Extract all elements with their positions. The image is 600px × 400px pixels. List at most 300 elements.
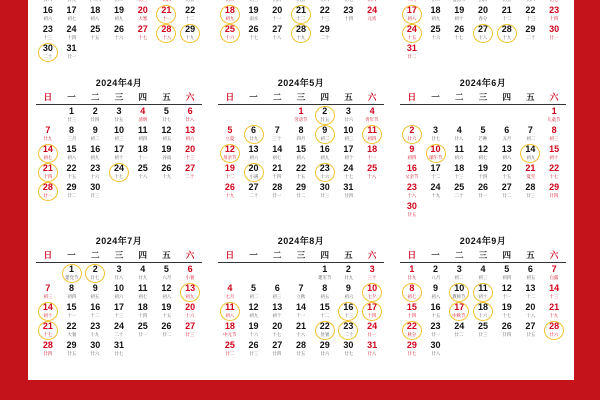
day-cell[interactable] xyxy=(400,182,424,201)
day-cell[interactable] xyxy=(107,321,131,340)
day-cell[interactable] xyxy=(313,24,337,43)
day-cell[interactable] xyxy=(107,106,131,125)
lunar-label: 廿五 xyxy=(114,116,124,122)
day-cell[interactable] xyxy=(83,106,107,125)
day-cell[interactable] xyxy=(400,24,424,43)
day-cell[interactable] xyxy=(60,144,84,163)
day-cell[interactable] xyxy=(60,106,84,125)
day-cell[interactable] xyxy=(313,340,337,359)
lunar-label: 初九 xyxy=(526,154,535,160)
day-cell[interactable] xyxy=(242,340,266,359)
day-cell[interactable] xyxy=(471,125,495,144)
day-cell[interactable] xyxy=(289,182,313,201)
day-number: 5 xyxy=(480,125,486,135)
day-number: 20 xyxy=(185,144,196,154)
day-number: 19 xyxy=(161,144,172,154)
day-cell[interactable] xyxy=(131,302,155,321)
day-cell[interactable] xyxy=(60,163,84,182)
lunar-label: 廿二 xyxy=(296,192,306,198)
day-cell[interactable] xyxy=(83,340,107,359)
day-cell[interactable] xyxy=(242,321,266,340)
day-cell[interactable] xyxy=(337,5,361,24)
lunar-label: 十七 xyxy=(502,312,512,318)
day-cell[interactable] xyxy=(83,182,107,201)
day-cell[interactable] xyxy=(360,5,384,24)
day-cell[interactable] xyxy=(218,182,242,201)
day-number: 8 xyxy=(69,283,75,293)
day-cell[interactable] xyxy=(265,302,289,321)
day-cell[interactable] xyxy=(178,264,202,283)
day-cell[interactable] xyxy=(337,340,361,359)
day-cell[interactable] xyxy=(542,163,566,182)
day-number: 16 xyxy=(406,163,417,173)
lunar-label: 初八 xyxy=(407,15,417,21)
day-number: 7 xyxy=(45,125,51,135)
lunar-label: 中元节 xyxy=(223,331,237,337)
day-cell[interactable] xyxy=(519,163,543,182)
day-cell[interactable] xyxy=(495,125,519,144)
day-cell[interactable] xyxy=(400,5,424,24)
lunar-label: 十六 xyxy=(185,312,195,318)
day-cell[interactable] xyxy=(400,302,424,321)
day-cell[interactable] xyxy=(447,182,471,201)
day-cell[interactable] xyxy=(107,125,131,144)
day-number: 23 xyxy=(343,321,354,331)
day-cell[interactable] xyxy=(60,302,84,321)
day-number: 6 xyxy=(274,283,280,293)
day-cell[interactable] xyxy=(265,283,289,302)
day-cell[interactable] xyxy=(242,163,266,182)
day-cell[interactable] xyxy=(155,24,179,43)
day-cell[interactable] xyxy=(60,43,84,62)
day-cell[interactable] xyxy=(265,182,289,201)
day-cell[interactable] xyxy=(542,283,566,302)
day-cell[interactable] xyxy=(36,321,60,340)
lunar-label: 初四 xyxy=(67,293,76,299)
day-cell[interactable] xyxy=(289,302,313,321)
day-cell[interactable] xyxy=(83,163,107,182)
day-cell[interactable] xyxy=(542,264,566,283)
day-cell[interactable] xyxy=(471,182,495,201)
day-cell[interactable] xyxy=(400,163,424,182)
day-cell[interactable] xyxy=(83,302,107,321)
day-cell[interactable] xyxy=(131,163,155,182)
day-cell[interactable] xyxy=(313,106,337,125)
lunar-label: 初七 xyxy=(43,154,53,160)
day-cell[interactable] xyxy=(424,24,448,43)
day-cell[interactable] xyxy=(519,283,543,302)
day-cell[interactable] xyxy=(471,5,495,24)
day-cell[interactable] xyxy=(178,106,202,125)
day-cell[interactable] xyxy=(424,144,448,163)
day-cell[interactable] xyxy=(83,321,107,340)
day-number: 29 xyxy=(295,182,306,192)
day-number: 25 xyxy=(367,163,378,173)
day-cell[interactable] xyxy=(289,163,313,182)
day-cell[interactable] xyxy=(155,283,179,302)
day-cell[interactable] xyxy=(60,283,84,302)
day-cell[interactable] xyxy=(447,321,471,340)
day-cell[interactable] xyxy=(289,144,313,163)
day-cell[interactable] xyxy=(313,264,337,283)
day-cell[interactable] xyxy=(60,321,84,340)
day-cell[interactable] xyxy=(265,163,289,182)
weekday-header: 五 xyxy=(526,92,535,102)
lunar-label: 初十 xyxy=(478,293,488,299)
day-cell[interactable] xyxy=(471,283,495,302)
day-cell[interactable] xyxy=(447,5,471,24)
day-number: 5 xyxy=(251,283,257,293)
day-cell[interactable] xyxy=(313,182,337,201)
day-number: 2 xyxy=(345,264,351,274)
lunar-label: 廿七 xyxy=(431,135,440,141)
day-number: 23 xyxy=(430,321,441,331)
day-cell[interactable] xyxy=(495,24,519,43)
lunar-label: 三十 xyxy=(367,274,377,280)
day-number: 26 xyxy=(161,163,172,173)
day-cell[interactable] xyxy=(519,182,543,201)
day-cell[interactable] xyxy=(424,182,448,201)
day-cell[interactable] xyxy=(242,283,266,302)
day-cell[interactable] xyxy=(400,264,424,283)
day-cell[interactable] xyxy=(265,340,289,359)
month-block xyxy=(392,230,574,388)
day-cell[interactable] xyxy=(542,5,566,24)
day-cell[interactable] xyxy=(495,321,519,340)
day-cell[interactable] xyxy=(107,24,131,43)
day-number: 17 xyxy=(343,144,354,154)
day-number: 17 xyxy=(454,302,465,312)
lunar-label: 十二 xyxy=(185,15,195,21)
day-cell[interactable] xyxy=(400,125,424,144)
day-cell[interactable] xyxy=(447,264,471,283)
day-cell[interactable] xyxy=(242,125,266,144)
day-cell[interactable] xyxy=(83,283,107,302)
day-cell[interactable] xyxy=(289,340,313,359)
day-cell[interactable] xyxy=(83,24,107,43)
day-cell[interactable] xyxy=(218,283,242,302)
lunar-label: 十八 xyxy=(526,312,535,318)
day-cell[interactable] xyxy=(289,24,313,43)
day-cell[interactable] xyxy=(107,5,131,24)
day-cell[interactable] xyxy=(218,321,242,340)
day-cell[interactable] xyxy=(360,340,384,359)
day-cell[interactable] xyxy=(495,163,519,182)
day-cell[interactable] xyxy=(313,283,337,302)
day-cell[interactable] xyxy=(178,125,202,144)
day-cell[interactable] xyxy=(242,182,266,201)
day-cell[interactable] xyxy=(155,144,179,163)
day-cell[interactable] xyxy=(131,24,155,43)
day-cell[interactable] xyxy=(242,5,266,24)
day-cell[interactable] xyxy=(289,106,313,125)
day-cell[interactable] xyxy=(495,5,519,24)
day-cell[interactable] xyxy=(495,302,519,321)
lunar-label: 初七 xyxy=(67,15,76,21)
day-cell[interactable] xyxy=(265,321,289,340)
day-cell[interactable] xyxy=(360,144,384,163)
day-cell[interactable] xyxy=(471,321,495,340)
day-cell[interactable] xyxy=(155,125,179,144)
day-number: 13 xyxy=(185,125,196,135)
day-cell[interactable] xyxy=(424,5,448,24)
day-cell[interactable] xyxy=(360,321,384,340)
weekday-header: 日 xyxy=(407,92,417,102)
day-cell[interactable] xyxy=(360,106,384,125)
day-cell[interactable] xyxy=(242,144,266,163)
day-cell[interactable] xyxy=(424,321,448,340)
weekday-header: 一 xyxy=(249,250,258,260)
day-cell[interactable] xyxy=(60,125,84,144)
day-number: 21 xyxy=(549,302,560,312)
day-number: 3 xyxy=(345,106,351,116)
day-cell[interactable] xyxy=(36,43,60,62)
day-cell[interactable] xyxy=(83,264,107,283)
day-cell[interactable] xyxy=(83,5,107,24)
day-cell[interactable] xyxy=(542,125,566,144)
day-cell[interactable] xyxy=(36,182,60,201)
day-number: 13 xyxy=(248,144,259,154)
lunar-label: 初三 xyxy=(114,135,124,141)
day-cell[interactable] xyxy=(107,283,131,302)
lunar-label: 初九 xyxy=(320,154,330,160)
day-cell[interactable] xyxy=(519,24,543,43)
day-cell[interactable] xyxy=(495,283,519,302)
day-cell[interactable] xyxy=(424,125,448,144)
day-cell[interactable] xyxy=(360,302,384,321)
day-cell[interactable] xyxy=(131,283,155,302)
day-cell[interactable] xyxy=(337,163,361,182)
day-cell[interactable] xyxy=(447,163,471,182)
day-cell[interactable] xyxy=(495,182,519,201)
lunar-label: 十二 xyxy=(320,312,330,318)
day-cell[interactable] xyxy=(400,321,424,340)
day-cell[interactable] xyxy=(265,24,289,43)
weekday-header: 五 xyxy=(344,92,353,102)
day-number: 19 xyxy=(113,5,124,15)
day-cell[interactable] xyxy=(400,43,424,62)
day-cell[interactable] xyxy=(265,125,289,144)
day-cell[interactable] xyxy=(60,182,84,201)
day-cell[interactable] xyxy=(289,125,313,144)
day-cell[interactable] xyxy=(60,340,84,359)
day-number: 20 xyxy=(272,5,283,15)
day-cell[interactable] xyxy=(155,5,179,24)
day-cell[interactable] xyxy=(519,321,543,340)
day-number: 6 xyxy=(504,125,510,135)
lunar-label: 处暑 xyxy=(320,331,330,337)
day-cell[interactable] xyxy=(218,144,242,163)
day-cell[interactable] xyxy=(542,106,566,125)
lunar-label: 元宵 xyxy=(367,15,377,21)
lunar-label: 十三 xyxy=(526,15,535,21)
day-cell[interactable] xyxy=(424,283,448,302)
day-cell[interactable] xyxy=(447,283,471,302)
day-cell[interactable] xyxy=(107,144,131,163)
day-cell[interactable] xyxy=(60,264,84,283)
weekday-header: 一 xyxy=(67,250,76,260)
day-cell[interactable] xyxy=(400,340,424,359)
day-cell[interactable] xyxy=(471,144,495,163)
day-cell[interactable] xyxy=(313,321,337,340)
day-cell[interactable] xyxy=(447,125,471,144)
day-cell[interactable] xyxy=(360,264,384,283)
day-cell[interactable] xyxy=(424,302,448,321)
day-number: 21 xyxy=(42,321,53,331)
day-cell[interactable] xyxy=(542,321,566,340)
day-cell[interactable] xyxy=(471,163,495,182)
day-cell[interactable] xyxy=(178,321,202,340)
day-cell[interactable] xyxy=(60,24,84,43)
day-cell[interactable] xyxy=(447,302,471,321)
day-cell[interactable] xyxy=(313,125,337,144)
day-number: 25 xyxy=(224,340,235,350)
day-cell[interactable] xyxy=(519,5,543,24)
day-cell[interactable] xyxy=(36,5,60,24)
day-cell[interactable] xyxy=(519,302,543,321)
lunar-label: 十三 xyxy=(344,312,353,318)
lunar-label: 廿一 xyxy=(67,53,76,59)
day-cell[interactable] xyxy=(131,125,155,144)
day-cell[interactable] xyxy=(178,5,202,24)
day-cell[interactable] xyxy=(447,24,471,43)
day-number: 22 xyxy=(319,321,330,331)
day-cell[interactable] xyxy=(107,163,131,182)
day-cell[interactable] xyxy=(218,163,242,182)
lunar-label: 初六 xyxy=(454,154,464,160)
day-cell[interactable] xyxy=(83,144,107,163)
month-block xyxy=(392,0,574,72)
day-cell[interactable] xyxy=(218,125,242,144)
day-cell[interactable] xyxy=(36,302,60,321)
day-cell[interactable] xyxy=(36,144,60,163)
day-cell[interactable] xyxy=(337,283,361,302)
day-cell[interactable] xyxy=(107,340,131,359)
day-cell[interactable] xyxy=(542,144,566,163)
day-cell[interactable] xyxy=(131,144,155,163)
day-cell[interactable] xyxy=(337,106,361,125)
day-cell[interactable] xyxy=(542,182,566,201)
day-number: 26 xyxy=(501,321,512,331)
lunar-label: 立夏 xyxy=(225,135,235,141)
day-cell[interactable] xyxy=(495,264,519,283)
weekday-header: 日 xyxy=(43,92,53,102)
day-cell[interactable] xyxy=(337,321,361,340)
day-cell[interactable] xyxy=(155,106,179,125)
day-number: 11 xyxy=(137,125,148,135)
day-cell[interactable] xyxy=(178,283,202,302)
day-cell[interactable] xyxy=(131,321,155,340)
day-cell[interactable] xyxy=(131,5,155,24)
day-cell[interactable] xyxy=(36,163,60,182)
day-cell[interactable] xyxy=(400,144,424,163)
day-cell[interactable] xyxy=(178,24,202,43)
lunar-label: 十五 xyxy=(407,34,417,40)
day-cell[interactable] xyxy=(400,201,424,220)
day-cell[interactable] xyxy=(337,144,361,163)
day-cell[interactable] xyxy=(218,302,242,321)
day-cell[interactable] xyxy=(131,264,155,283)
month-title: 2024年6月 xyxy=(459,78,507,88)
day-cell[interactable] xyxy=(155,302,179,321)
day-cell[interactable] xyxy=(242,24,266,43)
day-cell[interactable] xyxy=(447,144,471,163)
day-cell[interactable] xyxy=(424,264,448,283)
day-cell[interactable] xyxy=(337,302,361,321)
day-cell[interactable] xyxy=(36,125,60,144)
lunar-label: 十八 xyxy=(162,34,171,40)
lunar-label: 十九 xyxy=(225,192,235,198)
day-cell[interactable] xyxy=(542,302,566,321)
day-cell[interactable] xyxy=(218,5,242,24)
day-cell[interactable] xyxy=(400,283,424,302)
day-cell[interactable] xyxy=(519,264,543,283)
day-cell[interactable] xyxy=(107,264,131,283)
day-cell[interactable] xyxy=(60,5,84,24)
day-cell[interactable] xyxy=(424,340,448,359)
day-number: 24 xyxy=(113,163,124,173)
day-cell[interactable] xyxy=(313,144,337,163)
day-cell[interactable] xyxy=(265,144,289,163)
day-cell[interactable] xyxy=(289,283,313,302)
day-cell[interactable] xyxy=(337,125,361,144)
day-cell[interactable] xyxy=(495,144,519,163)
day-cell[interactable] xyxy=(178,163,202,182)
day-cell[interactable] xyxy=(131,106,155,125)
day-cell[interactable] xyxy=(155,163,179,182)
day-cell[interactable] xyxy=(313,302,337,321)
day-cell[interactable] xyxy=(313,163,337,182)
day-number: 18 xyxy=(367,144,378,154)
day-cell[interactable] xyxy=(218,24,242,43)
weekday-header: 日 xyxy=(43,250,53,260)
day-cell[interactable] xyxy=(360,163,384,182)
day-cell[interactable] xyxy=(519,125,543,144)
day-cell[interactable] xyxy=(337,264,361,283)
day-cell[interactable] xyxy=(107,302,131,321)
lunar-label: 二十 xyxy=(185,173,195,179)
day-cell[interactable] xyxy=(360,283,384,302)
day-cell[interactable] xyxy=(178,144,202,163)
lunar-label: 初十 xyxy=(549,154,559,160)
day-cell[interactable] xyxy=(289,5,313,24)
day-number: 25 xyxy=(90,24,101,34)
day-cell[interactable] xyxy=(242,302,266,321)
day-cell[interactable] xyxy=(471,24,495,43)
day-cell[interactable] xyxy=(424,163,448,182)
day-cell[interactable] xyxy=(313,5,337,24)
lunar-label: 小暑 xyxy=(185,274,195,280)
day-cell[interactable] xyxy=(36,283,60,302)
day-cell[interactable] xyxy=(155,264,179,283)
day-number: 26 xyxy=(248,340,259,350)
day-cell[interactable] xyxy=(519,144,543,163)
day-cell[interactable] xyxy=(36,340,60,359)
day-cell[interactable] xyxy=(36,24,60,43)
day-cell[interactable] xyxy=(83,125,107,144)
day-cell[interactable] xyxy=(289,321,313,340)
day-cell[interactable] xyxy=(360,125,384,144)
day-cell[interactable] xyxy=(471,302,495,321)
day-cell[interactable] xyxy=(155,321,179,340)
day-cell[interactable] xyxy=(337,182,361,201)
day-cell[interactable] xyxy=(265,5,289,24)
day-cell[interactable] xyxy=(471,264,495,283)
day-cell[interactable] xyxy=(218,340,242,359)
day-cell[interactable] xyxy=(178,302,202,321)
day-cell[interactable] xyxy=(542,24,566,43)
weekday-header: 六 xyxy=(367,250,377,260)
